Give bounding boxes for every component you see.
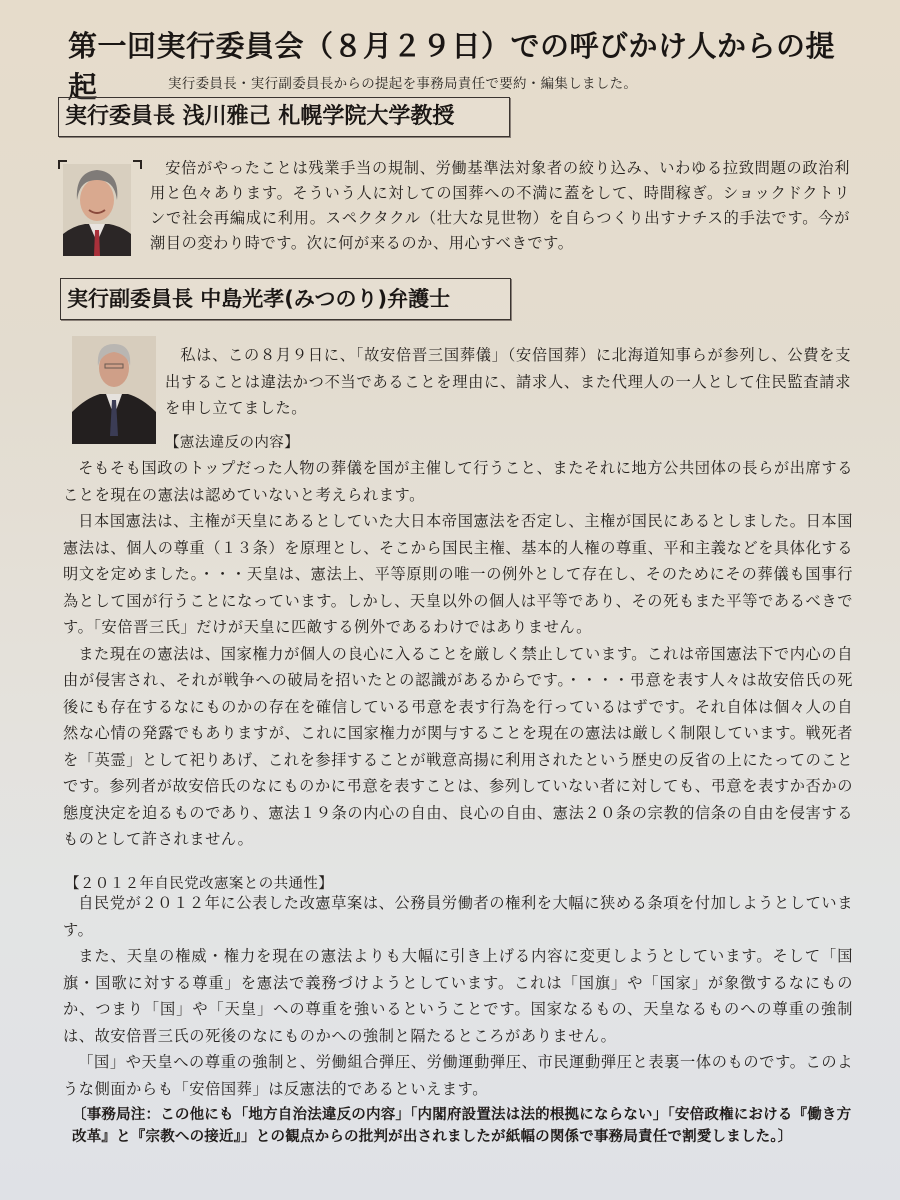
body-paragraph: 自民党が２０１２年に公表した改憲草案は、公務員労働者の権利を大幅に狭める条項を付加しようとしています。 — [63, 894, 853, 939]
section1-heading: 実行委員長 浅川雅己 札幌学院大学教授 — [58, 97, 510, 137]
body-paragraph: 「国」や天皇への尊重の強制と、労働組合弾圧、労働運動弾圧、市民運動弾圧と表裏一体のものです。このような側面からも「安倍国葬」は反憲法的であるといえます。 — [63, 1053, 853, 1098]
subhead-constitution-violation: 【憲法違反の内容】 — [165, 435, 300, 451]
body-paragraph: 日本国憲法は、主権が天皇にあるとしていた大日本帝国憲法を否定し、主権が国民にあるとしました。日本国憲法は、個人の尊重（１３条）を原理とし、そこから国民主権、基本的人権の尊重、平和主義などを具体化する明文を定めました。・・・天皇は、憲法上、平等原則の唯一の例外として存在し、そのためにその葬儀も国事行為として国が行うことになっています。しかし、天皇以外の個人は平等であり、その死もまた平等であるべきです。「安倍晋三氏」だけが天皇に匹敵する例外であるわけではありません。 — [63, 512, 853, 636]
body-paragraph: そもそも国政のトップだった人物の葬儀を国が主催して行うこと、またそれに地方公共団体の長らが出席することを現在の憲法は認めていないと考えられます。 — [63, 459, 853, 504]
portrait-image — [72, 336, 156, 444]
section2-heading: 実行副委員長 中島光孝(みつのり)弁護士 — [60, 278, 511, 320]
portrait-nakajima — [72, 336, 156, 444]
section2-intro: 私は、この８月９日に、「故安倍晋三国葬儀」（安倍国葬）に北海道知事らが参列し、公費を支出することは違法かつ不当であることを理由に、請求人、また代理人の一人として住民監査請求を申し立てました。 — [165, 346, 851, 417]
secretariat-note: 〔事務局注：この他にも「地方自治法違反の内容」「内閣府設置法は法的根拠にならない」「安倍政権における『働き方改革』と『宗教への接近』」との観点からの批判が出されましたが紙幅の関係で事務局責任で割愛しました。〕 — [72, 1106, 852, 1145]
section2-body-2 — [63, 890, 853, 1102]
section1-paragraph: 安倍がやったことは残業手当の規制、労働基準法対象者の絞り込み、いわゆる拉致問題の政治利用と色々あります。そういう人に対しての国葬への不満に蓋をして、時間稼ぎ。ショックドクトリンで社会再編成に利用。スペクタクル（壮大な見世物）を自らつくり出すナチス的手法です。今が潮目の変わり時です。次に何が来るのか、用心すべきです。 — [150, 159, 850, 252]
body-paragraph: また、天皇の権威・権力を現在の憲法よりも大幅に引き上げる内容に変更しようとしています。そして「国旗・国歌に対する尊重」を憲法で義務づけようとしています。これは「国旗」や「国家」が象徴するなにものか、つまり「国」や「天皇」への尊重を強いるということです。国家なるもの、天皇なるものへの尊重の強制は、故安倍晋三氏の死後のなにものかへの強制と隔たるところがありません。 — [63, 947, 853, 1045]
body-paragraph: また現在の憲法は、国家権力が個人の良心に入ることを厳しく禁止しています。これは帝国憲法下で内心の自由が侵害され、それが戦争への破局を招いたとの認識があるからです。・・・・弔意を表す人々は故安倍氏の死後にも存在するなにものかの存在を確信している弔意を表す行為を行っているはずです。それ自体は個々人の自然な心情の発露でもありますが、これに国家権力が関与することを現在の憲法は厳しく制限しています。戦死者を「英霊」として祀りあげ、これを参拝することが戦意高揚に利用されたという歴史の反省の上にたってのことです。参列者が故安倍氏のなにものかに弔意を表すことは、参列していない者に対しても、弔意を表すか否かの態度決定を迫るものであり、憲法１９条の内心の自由、良心の自由、憲法２０条の宗教的信条の自由を侵害するものとして許されません。 — [63, 644, 853, 848]
subhead-ldp-draft: 【２０１２年自民党改憲案との共通性】 — [65, 876, 334, 892]
page-title: 第一回実行委員会（８月２９日）での呼びかけ人からの提起 — [68, 29, 836, 104]
photo-corner-mark — [133, 160, 142, 169]
portrait-asakawa — [63, 164, 131, 256]
portrait-image — [63, 164, 131, 256]
page-subtitle: 実行委員長・実行副委員長からの提起を事務局責任で要約・編集しました。 — [168, 76, 638, 92]
section2-body-1 — [63, 455, 853, 853]
